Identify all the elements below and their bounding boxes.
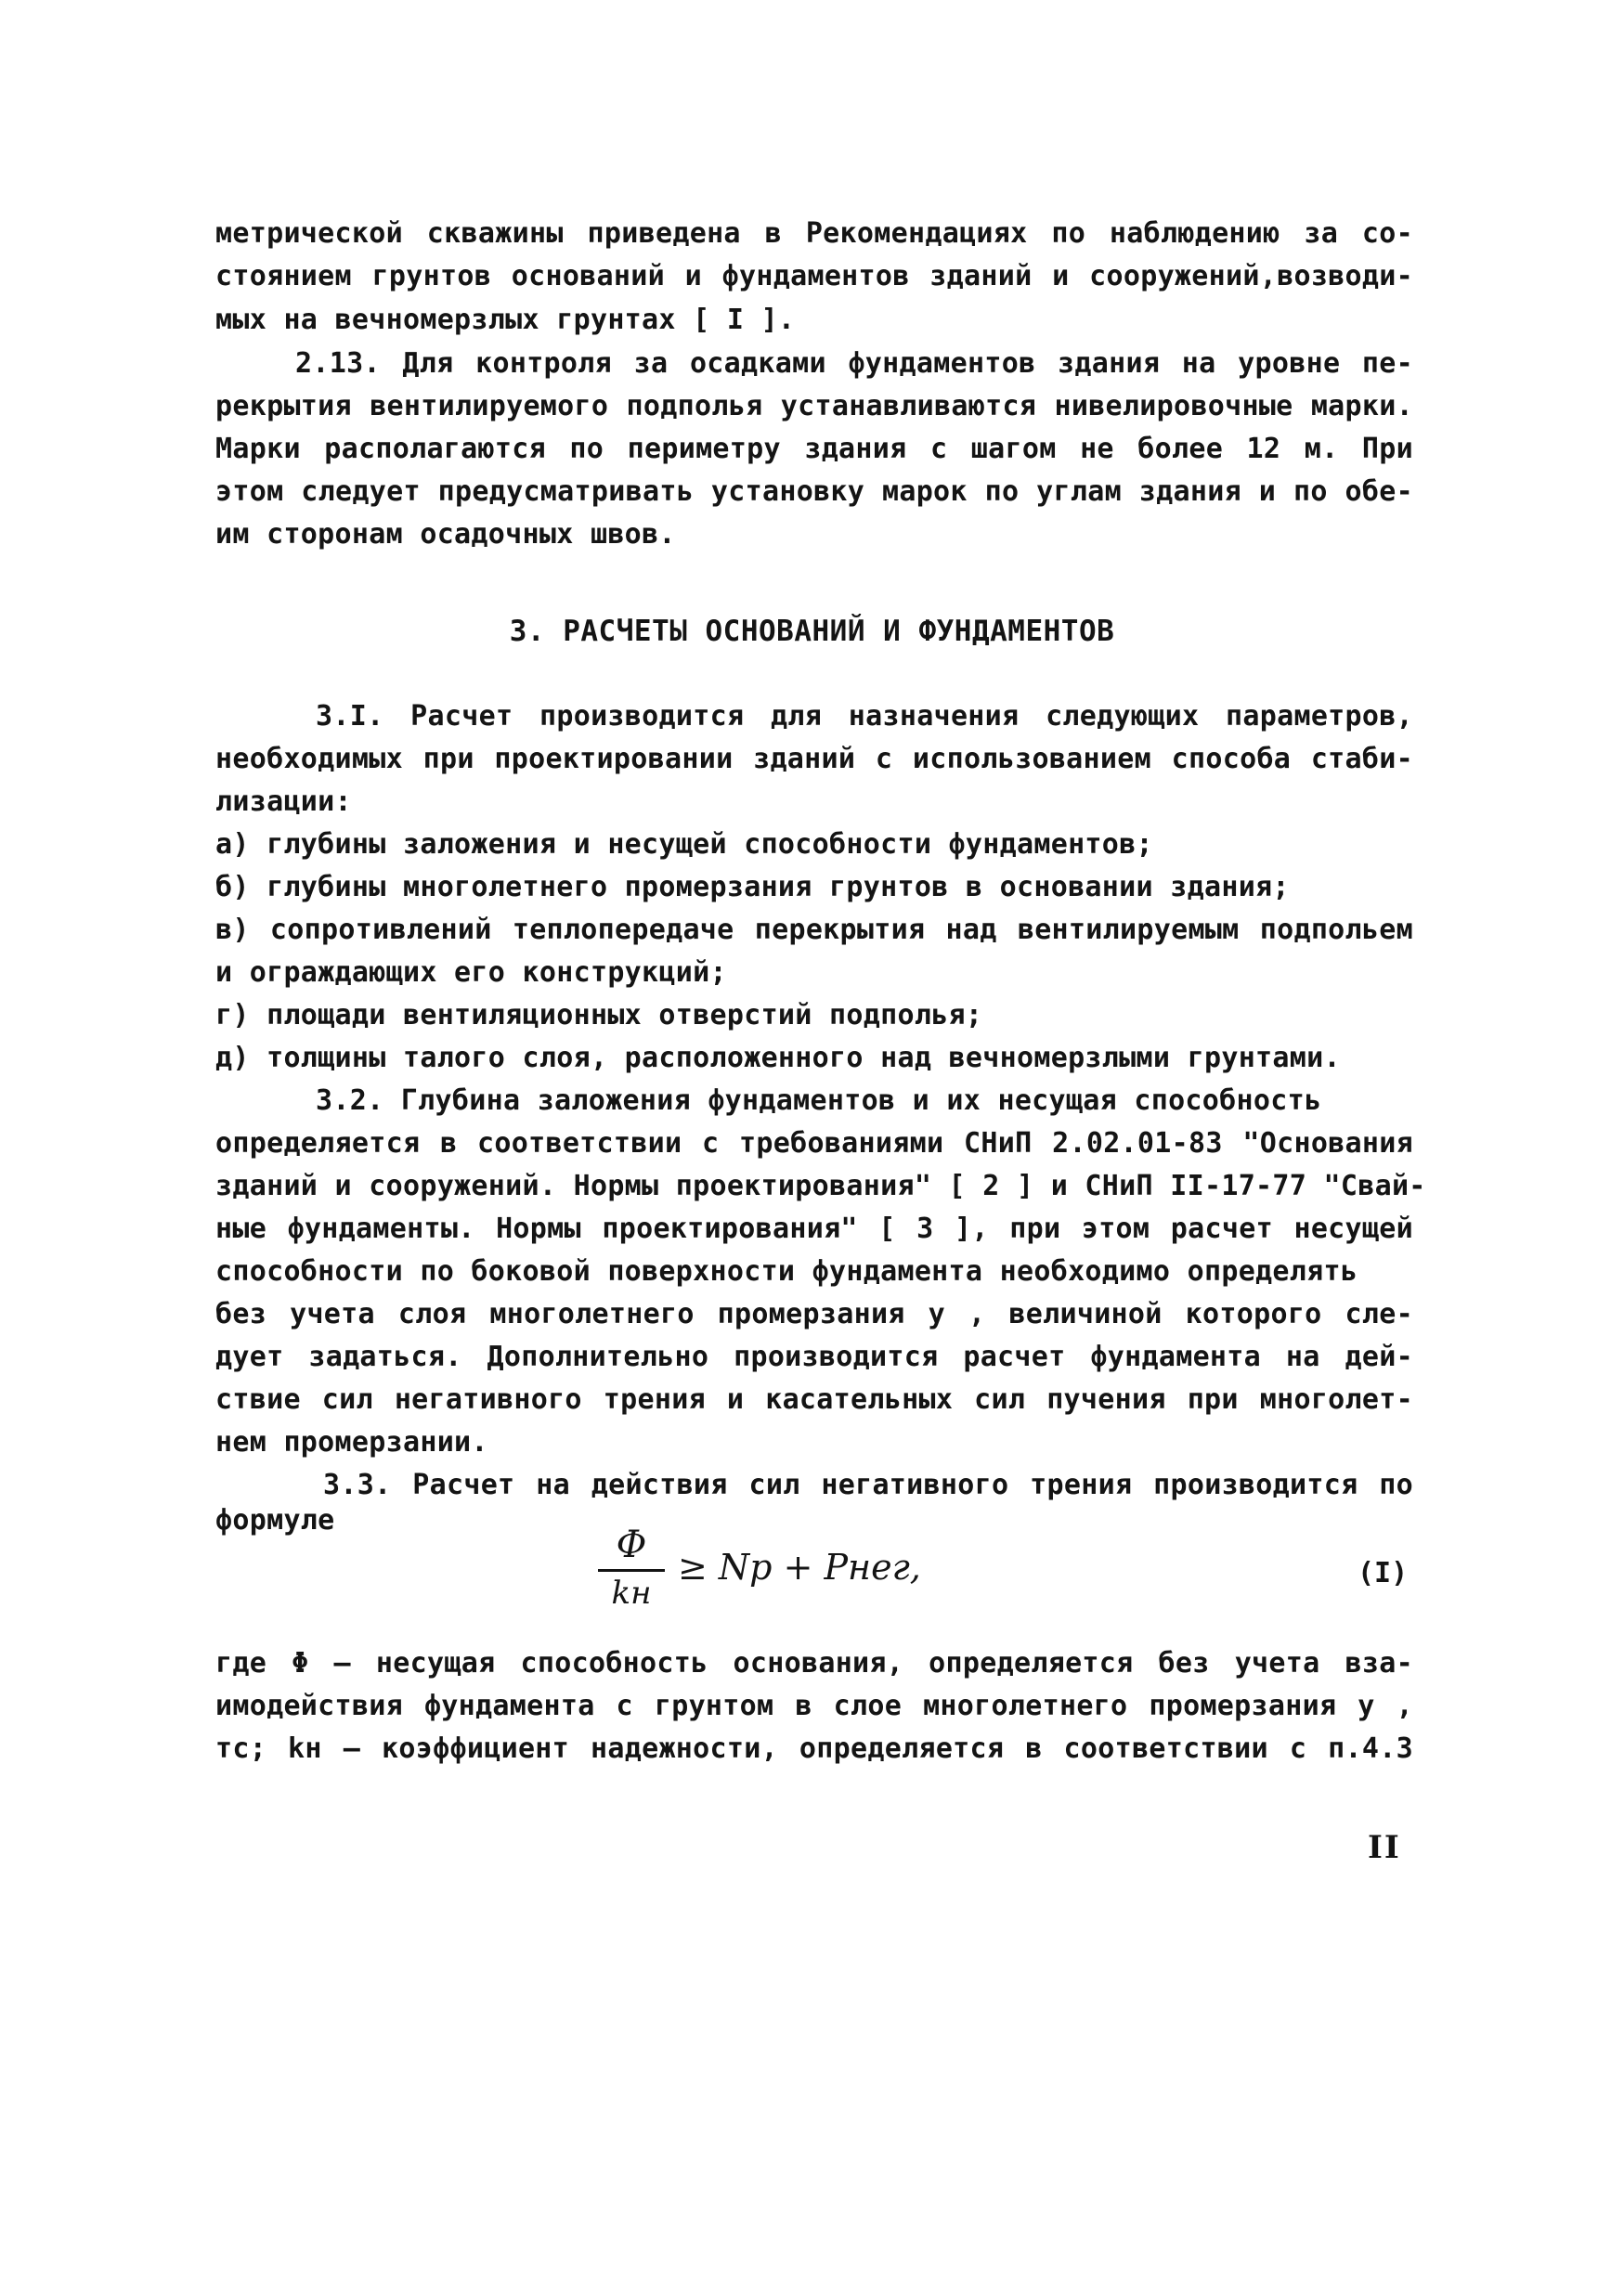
text-line: этом следует предусматривать установку марок по углам здания и по обе-: [215, 475, 1413, 508]
text-line: 3.2. Глубина заложения фундаментов и их несущая способность: [316, 1084, 1322, 1117]
fraction-bar: [598, 1569, 665, 1572]
text-line: ные фундаменты. Нормы проектирования" [ 3 ], при этом расчет несущей: [215, 1213, 1413, 1245]
text-line: 3.I. Расчет производится для назначения следующих параметров,: [316, 700, 1413, 733]
text-line: им сторонам осадочных швов.: [215, 518, 676, 551]
text-line: где Φ – несущая способность основания, определяется без учета вза-: [215, 1647, 1413, 1680]
text-line: без учета слоя многолетнего промерзания y , величиной которого сле-: [215, 1298, 1413, 1330]
text-line: способности по боковой поверхности фундамента необходимо определять: [215, 1255, 1358, 1288]
text-line: нем промерзании.: [215, 1426, 488, 1459]
text-line: метрической скважины приведена в Рекомендациях по наблюдению за со-: [215, 217, 1413, 250]
list-item: в) сопротивлений теплопередаче перекрытия над вентилируемым подпольем: [215, 914, 1413, 946]
list-item: г) площади вентиляционных отверстий подполья;: [215, 999, 983, 1031]
text-line: ствие сил негативного трения и касательных сил пучения при многолет-: [215, 1383, 1413, 1416]
text-line: 2.13. Для контроля за осадками фундаментов здания на уровне пе-: [295, 347, 1413, 380]
text-line: тс; kн – коэффициент надежности, определяется в соответствии с п.4.3: [215, 1732, 1413, 1765]
list-item: д) толщины талого слоя, расположенного над вечномерзлыми грунтами.: [215, 1042, 1341, 1074]
formula-fraction: [594, 1523, 669, 1613]
text-line: 3.3. Расчет на действия сил негативного трения производится по: [323, 1469, 1413, 1501]
text-line: формуле: [215, 1504, 335, 1537]
formula-right-side: ≥ Np + Pнег,: [678, 1547, 921, 1588]
formula-denominator: kн: [611, 1575, 652, 1612]
text-line: имодействия фундамента с грунтом в слое многолетнего промерзания y ,: [215, 1690, 1413, 1722]
text-line: мых на вечномерзлых грунтах [ I ].: [215, 304, 796, 336]
list-item: а) глубины заложения и несущей способности фундаментов;: [215, 828, 1153, 861]
list-item: б) глубины многолетнего промерзания грунтов в основании здания;: [215, 871, 1290, 903]
section-heading: 3. РАСЧЕТЫ ОСНОВАНИЙ И ФУНДАМЕНТОВ: [509, 615, 1115, 648]
formula: [594, 1523, 984, 1625]
text-line: зданий и сооружений. Нормы проектирования" [ 2 ] и СНиП II-17-77 "Свай-: [215, 1170, 1426, 1202]
text-line: лизации:: [215, 785, 352, 818]
text-line: Марки располагаются по периметру здания с шагом не более 12 м. При: [215, 433, 1413, 465]
list-item: и ограждающих его конструкций;: [215, 956, 727, 989]
formula-number: (I): [1358, 1557, 1409, 1589]
page-number: II: [1368, 1829, 1401, 1866]
text-line: определяется в соответствии с требованиями СНиП 2.02.01-83 "Основания: [215, 1127, 1413, 1160]
text-line: рекрытия вентилируемого подполья устанавливаются нивелировочные марки.: [215, 390, 1413, 422]
formula-numerator: Φ: [616, 1524, 647, 1566]
text-line: необходимых при проектировании зданий с использованием способа стаби-: [215, 743, 1413, 775]
text-line: дует задаться. Дополнительно производится расчет фундамента на дей-: [215, 1341, 1413, 1373]
text-line: стоянием грунтов оснований и фундаментов зданий и сооружений,возводи-: [215, 260, 1413, 292]
